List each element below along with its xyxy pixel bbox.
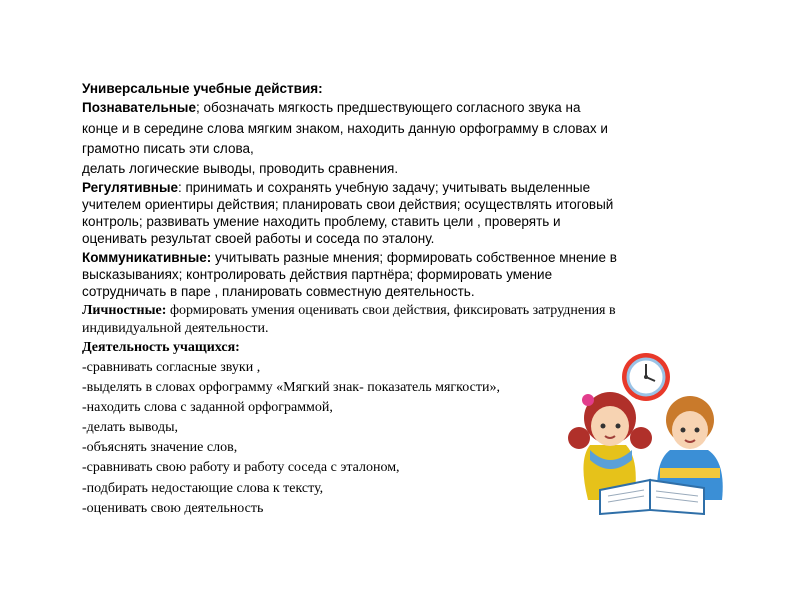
communicative-line-1: Коммуникативные: учитывать разные мнения; формировать собственное мнение в [82, 250, 617, 265]
activity-item: -оценивать свою деятельность [82, 501, 264, 516]
personal-line-2: индивидуальной деятельности. [82, 321, 269, 336]
uud-heading: Универсальные учебные действия: [82, 81, 323, 96]
regulatory-line-3: контроль; развивать умение находить проблему, ставить цели , проверять и [82, 214, 561, 229]
clock-icon [622, 353, 670, 401]
cognitive-line-2: конце и в середине слова мягким знаком, находить данную орфограмму в словах и [82, 121, 608, 136]
cognitive-line-4: делать логические выводы, проводить сравнения. [82, 161, 399, 176]
children-reading-illustration [548, 350, 758, 515]
personal-label: Личностные: [82, 303, 167, 318]
activity-item: -объяснять значение слов, [82, 440, 238, 455]
regulatory-label: Регулятивные [82, 180, 178, 195]
regulatory-line-4: оценивать результат своей работы и соседа по эталону. [82, 231, 435, 246]
personal-line-1: Личностные: формировать умения оценивать свои действия, фиксировать затруднения в [82, 303, 616, 318]
activity-item: -подбирать недостающие слова к тексту, [82, 481, 324, 496]
activity-item: -сравнивать свою работу и работу соседа с эталоном, [82, 460, 400, 475]
activity-item: -выделять в словах орфограмму «Мягкий знак- показатель мягкости», [82, 380, 500, 395]
activity-item: -находить слова с заданной орфограммой, [82, 400, 333, 415]
communicative-line-3: сотрудничать в паре , планировать совместную деятельность. [82, 284, 475, 299]
regulatory-line-1: Регулятивные: принимать и сохранять учебную задачу; учитывать выделенные [82, 180, 591, 195]
activity-item: -сравнивать согласные звуки , [82, 360, 261, 375]
communicative-line-2: высказываниях; контролировать действия партнёра; формировать умение [82, 267, 553, 282]
activities-heading: Деятельность учащихся: [82, 340, 240, 355]
regulatory-line-2: учителем ориентиры действия; планировать свои действия; осуществлять итоговый [82, 197, 614, 212]
communicative-label: Коммуникативные: [82, 250, 212, 265]
cognitive-line-1: Познавательные; обозначать мягкость предшествующего согласного звука на [82, 100, 581, 115]
activity-item: -делать выводы, [82, 420, 178, 435]
cognitive-label: Познавательные [82, 100, 196, 115]
cognitive-line-3: грамотно писать эти слова, [82, 141, 254, 156]
